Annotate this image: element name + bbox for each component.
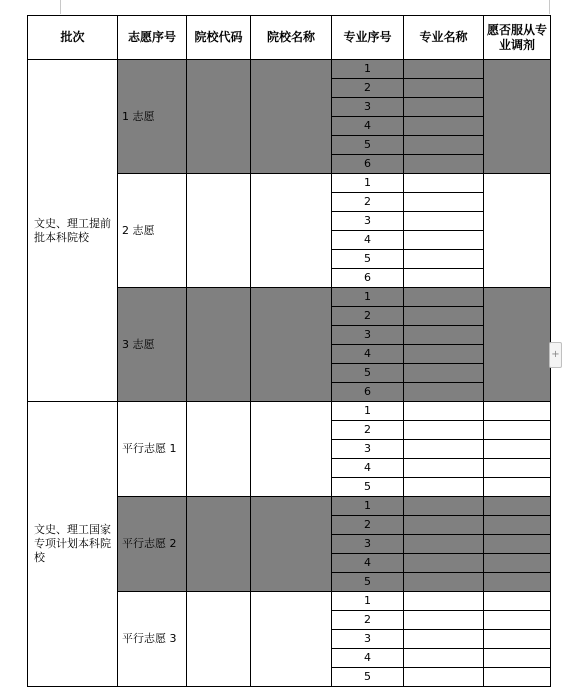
school-code-cell[interactable] (187, 174, 251, 288)
major-no-cell: 3 (332, 535, 404, 554)
choice-label-cell: 平行志愿 1 (118, 402, 187, 497)
batch-cell: 文史、理工国家专项计划本科院校 (28, 402, 118, 687)
major-name-cell[interactable] (404, 402, 484, 421)
major-no-cell: 2 (332, 193, 404, 212)
table-row (28, 402, 551, 421)
major-no-cell: 6 (332, 383, 404, 402)
major-no-cell: 3 (332, 326, 404, 345)
header-adjust: 愿否服从专业调剂 (484, 16, 551, 60)
header-row (28, 16, 551, 60)
school-name-cell[interactable] (251, 60, 332, 174)
header-school-name: 院校名称 (251, 16, 332, 60)
major-no-cell: 5 (332, 136, 404, 155)
school-code-cell[interactable] (187, 592, 251, 687)
adjust-cell[interactable] (484, 554, 551, 573)
major-name-cell[interactable] (404, 440, 484, 459)
major-name-cell[interactable] (404, 231, 484, 250)
major-name-cell[interactable] (404, 459, 484, 478)
adjust-cell[interactable] (484, 573, 551, 592)
school-name-cell[interactable] (251, 174, 332, 288)
major-no-cell: 1 (332, 592, 404, 611)
major-no-cell: 5 (332, 250, 404, 269)
major-no-cell: 2 (332, 516, 404, 535)
table-row (28, 60, 551, 79)
major-no-cell: 6 (332, 155, 404, 174)
major-no-cell: 5 (332, 573, 404, 592)
adjust-cell[interactable] (484, 402, 551, 421)
major-no-cell: 3 (332, 440, 404, 459)
page-corner-mark-right (549, 0, 550, 14)
adjust-cell[interactable] (484, 288, 551, 402)
major-name-cell[interactable] (404, 478, 484, 497)
major-no-cell: 4 (332, 554, 404, 573)
major-no-cell: 1 (332, 497, 404, 516)
major-name-cell[interactable] (404, 535, 484, 554)
header-choice-no: 志愿序号 (118, 16, 187, 60)
major-no-cell: 3 (332, 212, 404, 231)
table-body (28, 16, 551, 687)
major-no-cell: 2 (332, 611, 404, 630)
choice-label-cell: 平行志愿 3 (118, 592, 187, 687)
school-code-cell[interactable] (187, 288, 251, 402)
adjust-cell[interactable] (484, 611, 551, 630)
major-name-cell[interactable] (404, 193, 484, 212)
major-name-cell[interactable] (404, 174, 484, 193)
major-name-cell[interactable] (404, 269, 484, 288)
adjust-cell[interactable] (484, 174, 551, 288)
major-no-cell: 3 (332, 630, 404, 649)
major-name-cell[interactable] (404, 212, 484, 231)
major-no-cell: 6 (332, 269, 404, 288)
header-batch: 批次 (28, 16, 118, 60)
major-no-cell: 4 (332, 231, 404, 250)
header-school-code: 院校代码 (187, 16, 251, 60)
adjust-cell[interactable] (484, 60, 551, 174)
major-no-cell: 1 (332, 174, 404, 193)
major-name-cell[interactable] (404, 649, 484, 668)
major-name-cell[interactable] (404, 668, 484, 687)
choice-label-cell: 平行志愿 2 (118, 497, 187, 592)
major-name-cell[interactable] (404, 326, 484, 345)
major-name-cell[interactable] (404, 117, 484, 136)
adjust-cell[interactable] (484, 440, 551, 459)
adjust-cell[interactable] (484, 592, 551, 611)
major-name-cell[interactable] (404, 307, 484, 326)
school-name-cell[interactable] (251, 402, 332, 497)
adjust-cell[interactable] (484, 668, 551, 687)
major-no-cell: 5 (332, 364, 404, 383)
major-no-cell: 3 (332, 98, 404, 117)
major-no-cell: 5 (332, 668, 404, 687)
header-major-name: 专业名称 (404, 16, 484, 60)
major-no-cell: 2 (332, 79, 404, 98)
school-name-cell[interactable] (251, 592, 332, 687)
adjust-cell[interactable] (484, 421, 551, 440)
school-name-cell[interactable] (251, 497, 332, 592)
volunteer-form-table (27, 15, 551, 687)
choice-label-cell: 2 志愿 (118, 174, 187, 288)
batch-cell: 文史、理工提前批本科院校 (28, 60, 118, 402)
major-name-cell[interactable] (404, 611, 484, 630)
adjust-cell[interactable] (484, 497, 551, 516)
major-name-cell[interactable] (404, 79, 484, 98)
adjust-cell[interactable] (484, 630, 551, 649)
major-no-cell: 1 (332, 60, 404, 79)
choice-label-cell: 3 志愿 (118, 288, 187, 402)
major-name-cell[interactable] (404, 98, 484, 117)
school-code-cell[interactable] (187, 402, 251, 497)
major-no-cell: 1 (332, 288, 404, 307)
major-name-cell[interactable] (404, 592, 484, 611)
major-name-cell[interactable] (404, 364, 484, 383)
major-name-cell[interactable] (404, 554, 484, 573)
major-name-cell[interactable] (404, 136, 484, 155)
major-no-cell: 4 (332, 459, 404, 478)
adjust-cell[interactable] (484, 649, 551, 668)
major-no-cell: 4 (332, 117, 404, 136)
major-name-cell[interactable] (404, 155, 484, 174)
header-major-no: 专业序号 (332, 16, 404, 60)
adjust-cell[interactable] (484, 478, 551, 497)
major-name-cell[interactable] (404, 421, 484, 440)
major-name-cell[interactable] (404, 630, 484, 649)
major-name-cell[interactable] (404, 60, 484, 79)
adjust-cell[interactable] (484, 535, 551, 554)
major-name-cell[interactable] (404, 497, 484, 516)
major-name-cell[interactable] (404, 345, 484, 364)
page-corner-mark-left (60, 0, 61, 14)
major-name-cell[interactable] (404, 516, 484, 535)
major-no-cell: 1 (332, 402, 404, 421)
adjust-cell[interactable] (484, 459, 551, 478)
major-name-cell[interactable] (404, 573, 484, 592)
school-code-cell[interactable] (187, 60, 251, 174)
adjust-cell[interactable] (484, 516, 551, 535)
major-no-cell: 2 (332, 307, 404, 326)
choice-label-cell: 1 志愿 (118, 60, 187, 174)
major-name-cell[interactable] (404, 288, 484, 307)
school-code-cell[interactable] (187, 497, 251, 592)
major-no-cell: 4 (332, 345, 404, 364)
major-no-cell: 5 (332, 478, 404, 497)
major-no-cell: 2 (332, 421, 404, 440)
major-no-cell: 4 (332, 649, 404, 668)
major-name-cell[interactable] (404, 383, 484, 402)
expand-side-button[interactable]: + (549, 342, 562, 368)
major-name-cell[interactable] (404, 250, 484, 269)
school-name-cell[interactable] (251, 288, 332, 402)
